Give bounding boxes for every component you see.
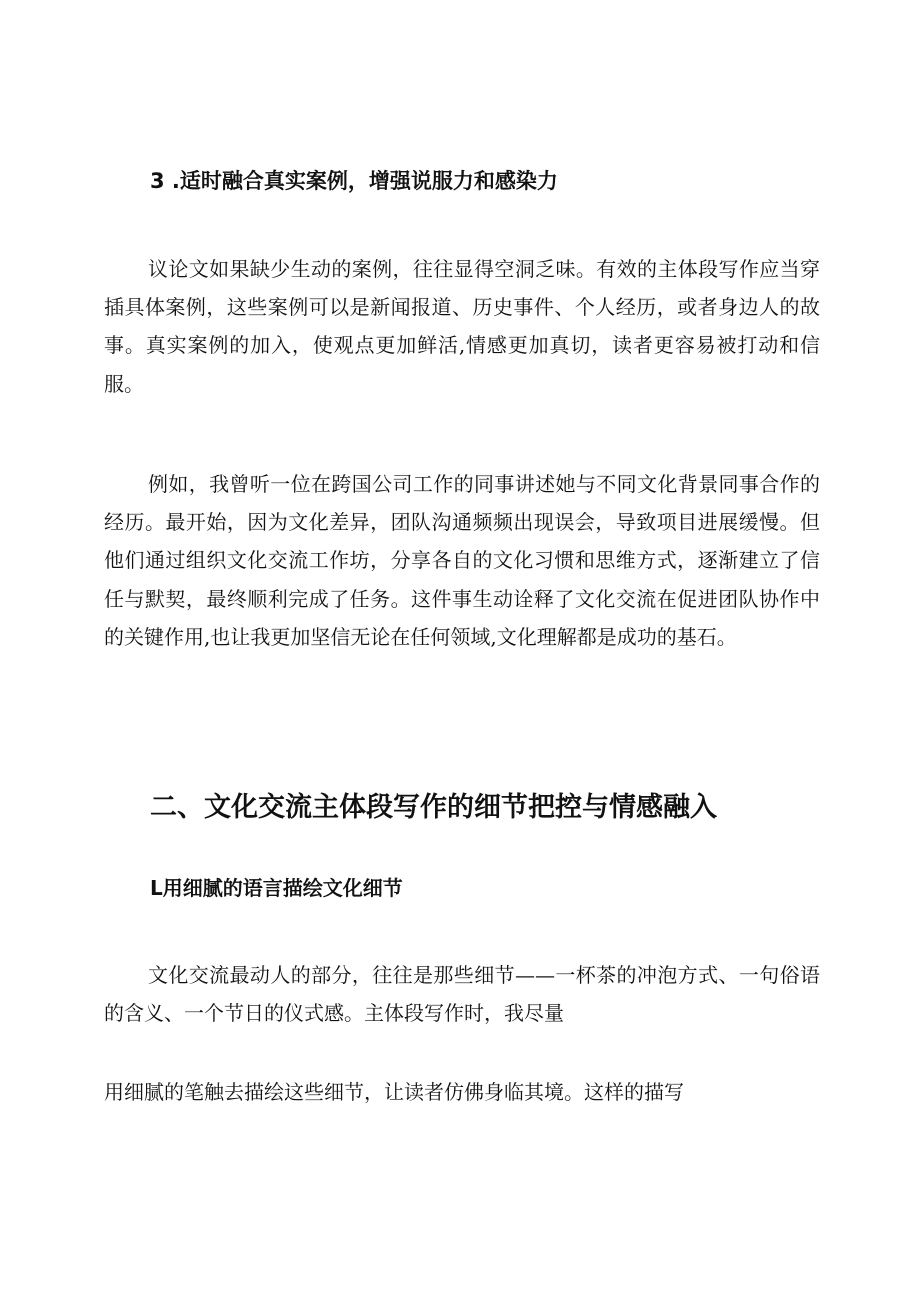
body-paragraph-details: 文化交流最动人的部分，往往是那些细节——一杯茶的冲泡方式、一句俗语的含义、一个节日的仪式感。主体段写作时，我尽量 [104,963,820,1026]
part-heading-2: 二、文化交流主体段写作的细节把控与情感融入 [150,792,717,823]
body-paragraph-continued: 用细腻的笔触去描绘这些细节，让读者仿佛身临其境。这样的描写 [104,1080,684,1104]
body-paragraph-example: 例如，我曾听一位在跨国公司工作的同事讲述她与不同文化背景同事合作的经历。最开始，因为文化差异，团队沟通频频出现误会，导致项目进展缓慢。但他们通过组织文化交流工作坊，分享各自的文化习惯和思维方式，逐渐建立了信任与默契，最终顺利完成了任务。这件事生动诠释了文化交流在促进团队协作中的关键作用,也让我更加坚信无论在任何领域,文化理解都是成功的基石。 [104,472,820,649]
section-heading-3: 3 .适时融合真实案例，增强说服力和感染力 [150,169,558,193]
body-paragraph: 议论文如果缺少生动的案例，往往显得空洞乏味。有效的主体段写作应当穿插具体案例，这些案例可以是新闻报道、历史事件、个人经历，或者身边人的故事。真实案例的加入，使观点更加鲜活,情感更加真切，读者更容易被打动和信服。 [104,257,820,396]
subsection-heading-1: L用细腻的语言描绘文化细节 [150,876,403,900]
